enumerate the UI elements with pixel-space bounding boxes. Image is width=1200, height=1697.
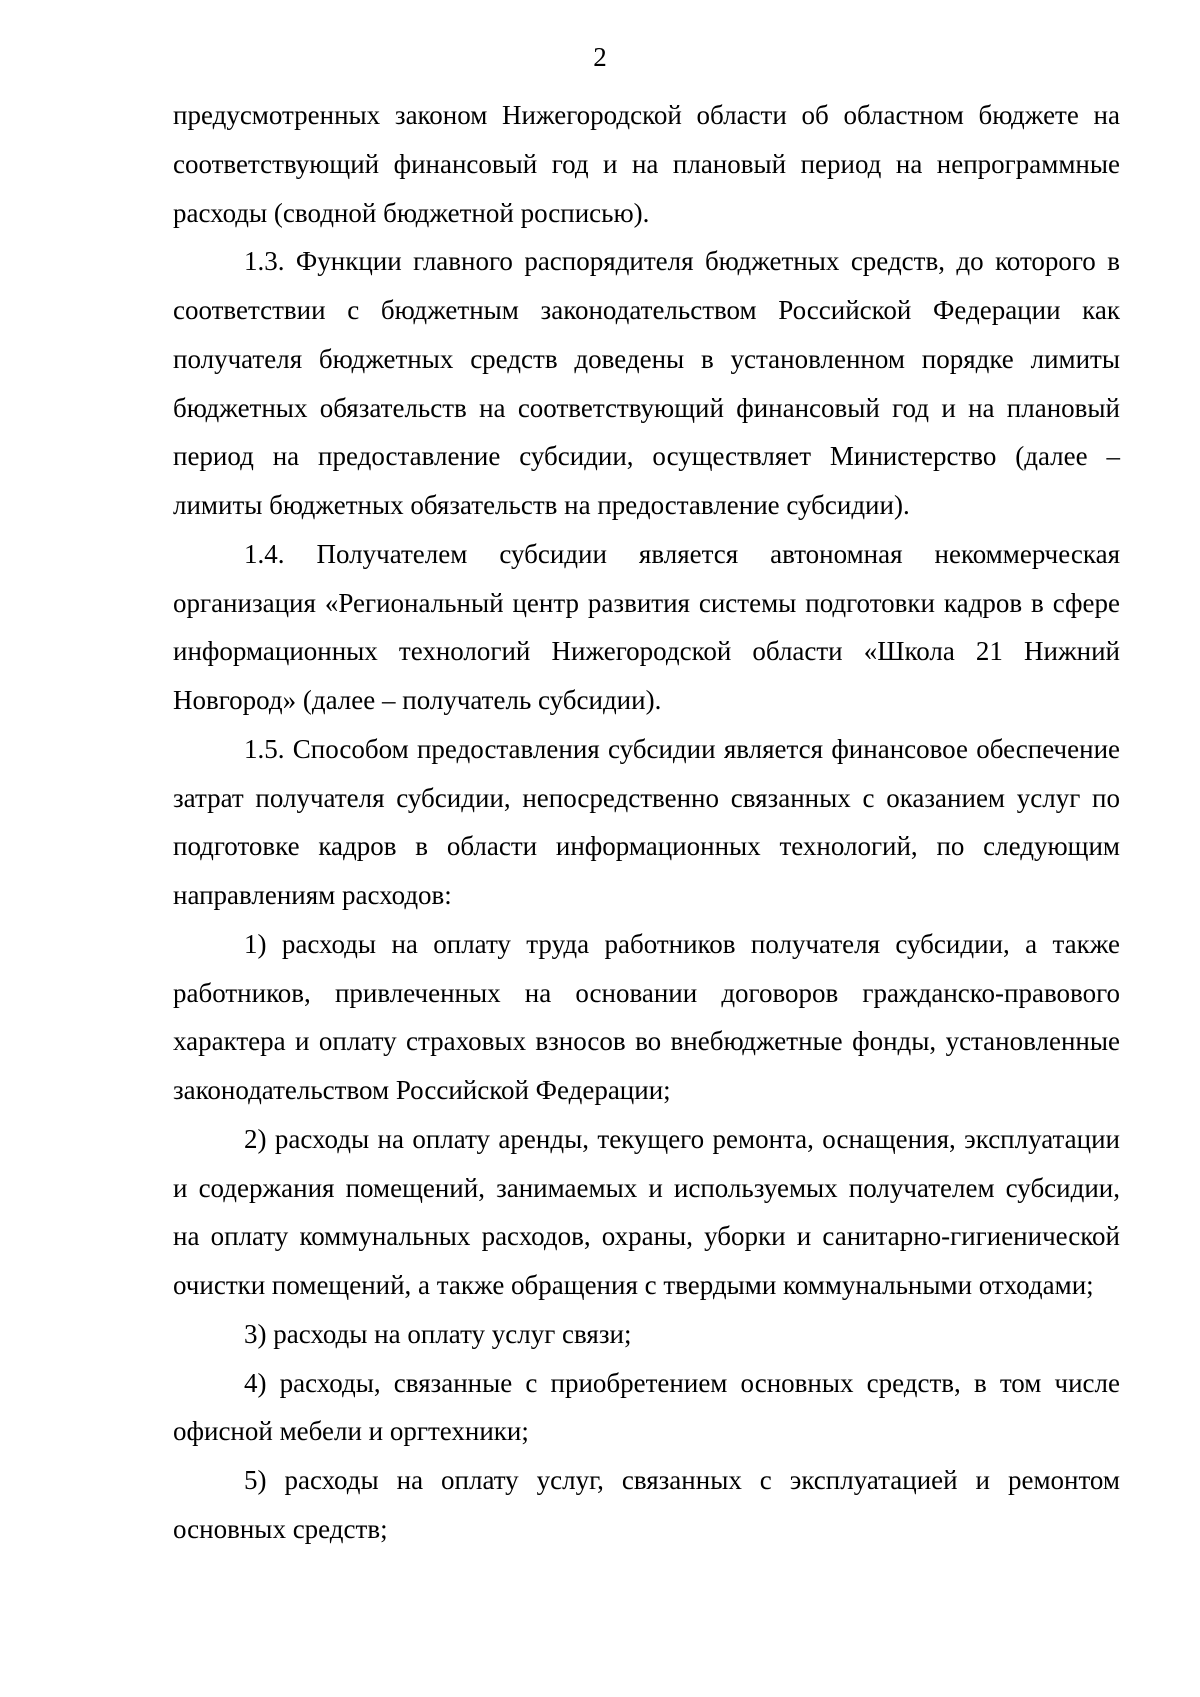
list-item-1: 1) расходы на оплату труда работников получателя субсидии, а также работников, привлеченных на основании договоров гражданско-правового характера и оплату страховых взносов во внебюджетные фонды, установленные законодательством Российской Федерации;	[173, 928, 1120, 1105]
list-item-2: 2) расходы на оплату аренды, текущего ремонта, оснащения, эксплуатации и содержания помещений, занимаемых и используемых получателем субсидии, на оплату коммунальных расходов, охраны, уборки и санитарно-гигиенической очистки помещений, а также обращения с твердыми коммунальными отходами;	[173, 1123, 1120, 1300]
list-item-3: 3) расходы на оплату услуг связи;	[244, 1318, 632, 1349]
page-number: 2	[593, 42, 607, 72]
list-item-5: 5) расходы на оплату услуг, связанных с эксплуатацией и ремонтом основных средств;	[173, 1465, 1120, 1544]
paragraph-1-5: 1.5. Способом предоставления субсидии является финансовое обеспечение затрат получателя субсидии, непосредственно связанных с оказанием услуг по подготовке кадров в области информационных технологий, по следующим направлениям расходов:	[173, 733, 1120, 910]
paragraph-1-4: 1.4. Получателем субсидии является автономная некоммерческая организация «Региональный центр развития системы подготовки кадров в сфере информационных технологий Нижегородской области «Школа 21 Нижний Новгород» (далее – получатель субсидии).	[173, 538, 1120, 715]
paragraph-1-3: 1.3. Функции главного распорядителя бюджетных средств, до которого в соответствии с бюджетным законодательством Российской Федерации как получателя бюджетных средств доведены в установленном порядке лимиты бюджетных обязательств на соответствующий финансовый год и на плановый период на предоставление субсидии, осуществляет Министерство (далее – лимиты бюджетных обязательств на предоставление субсидии).	[173, 246, 1120, 520]
document-body	[173, 91, 1120, 1554]
list-item-4: 4) расходы, связанные с приобретением основных средств, в том числе офисной мебели и оргтехники;	[173, 1367, 1120, 1447]
paragraph-continuation: предусмотренных законом Нижегородской области об областном бюджете на соответствующий финансовый год и на плановый период на непрограммные расходы (сводной бюджетной росписью).	[173, 100, 1120, 228]
